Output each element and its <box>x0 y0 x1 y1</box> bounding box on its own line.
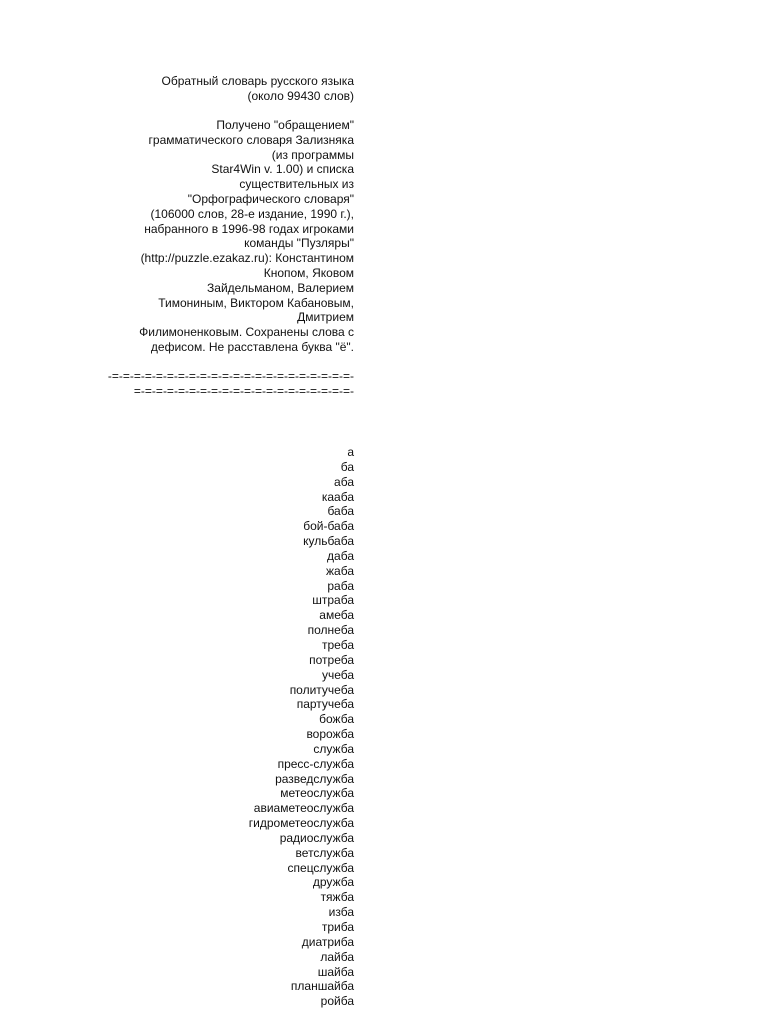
word-entry: треба <box>322 637 354 652</box>
word-entry: раба <box>327 578 354 593</box>
word-entry: полнеба <box>307 623 354 638</box>
description-line: существительных из <box>239 177 354 192</box>
description-line: Зайдельманом, Валерием <box>207 280 354 295</box>
word-entry: триба <box>321 920 354 934</box>
word-entry: ба <box>340 459 354 474</box>
word-entry: партучеба <box>296 697 354 712</box>
separator-line: =-=-=-=-=-=-=-=-=-=-=-=-=-=-=-=-=-=-=-=- <box>133 383 354 398</box>
word-entry: а <box>347 445 354 459</box>
description-line: Дмитрием <box>297 310 354 325</box>
description-line: (из программы <box>271 147 354 162</box>
description-line: грамматического словаря Зализняка <box>148 132 354 147</box>
word-entry: кааба <box>321 489 354 504</box>
word-entry: штраба <box>312 593 354 608</box>
word-entry: диатриба <box>301 934 354 949</box>
description-line: дефисом. Не расставлена буква "ё". <box>150 339 354 354</box>
word-entry: жаба <box>326 563 354 578</box>
word-entry: тяжба <box>320 890 354 905</box>
word-entry: служба <box>313 741 354 756</box>
word-entry: баба <box>327 504 354 519</box>
word-entry: учеба <box>321 667 354 682</box>
separator-line: -=-=-=-=-=-=-=-=-=-=-=-=-=-=-=-=-=-=-=-=-=-=- <box>107 369 354 383</box>
separator <box>108 369 354 399</box>
description-line: (http://puzzle.ezakaz.ru): Константином <box>140 251 354 266</box>
description-line: Филимоненковым. Сохранены слова с <box>139 325 354 340</box>
word-entry: шайба <box>317 964 354 979</box>
word-entry: даба <box>327 548 354 563</box>
word-entry: бой-баба <box>303 519 354 534</box>
word-entry: ройба <box>320 994 354 1009</box>
description-line: Star4Win v. 1.00) и списка <box>211 162 354 177</box>
word-entry: ветслужба <box>295 845 354 860</box>
word-entry: политучеба <box>289 682 354 697</box>
description-line: Получено "обращением" <box>216 118 354 132</box>
title-line: Обратный словарь русского языка <box>161 74 354 88</box>
word-entry: изба <box>328 905 354 920</box>
word-entry: пресс-служба <box>277 756 354 771</box>
description-line: набранного в 1996-98 годах игроками <box>144 221 354 236</box>
document-title <box>162 74 354 104</box>
description-line: команды "Пузляры" <box>244 236 354 251</box>
title-line: (около 99430 слов) <box>247 88 354 103</box>
description-line: Кнопом, Яковом <box>263 265 354 280</box>
word-entry: божба <box>319 712 354 727</box>
description-line: Тимониным, Виктором Кабановым, <box>158 295 354 310</box>
word-entry: аба <box>334 474 354 489</box>
description-line: "Орфографического словаря" <box>187 191 354 206</box>
word-entry: амеба <box>319 608 354 623</box>
word-entry: разведслужба <box>275 771 354 786</box>
word-entry: кульбаба <box>303 534 354 549</box>
word-entry: дружба <box>312 875 354 890</box>
word-entry: авиаметеослужба <box>253 801 354 816</box>
word-list <box>249 445 354 1009</box>
document-description <box>139 118 354 355</box>
description-line: (106000 слов, 28-е издание, 1990 г.), <box>150 206 354 221</box>
word-entry: метеослужба <box>280 786 354 801</box>
word-entry: ворожба <box>306 727 354 742</box>
word-entry: лайба <box>320 949 354 964</box>
word-entry: потреба <box>309 652 354 667</box>
word-entry: спецслужба <box>287 860 354 875</box>
word-entry: радиослужба <box>279 830 354 845</box>
word-entry: планшайба <box>290 979 354 994</box>
word-entry: гидрометеослужба <box>248 816 354 831</box>
